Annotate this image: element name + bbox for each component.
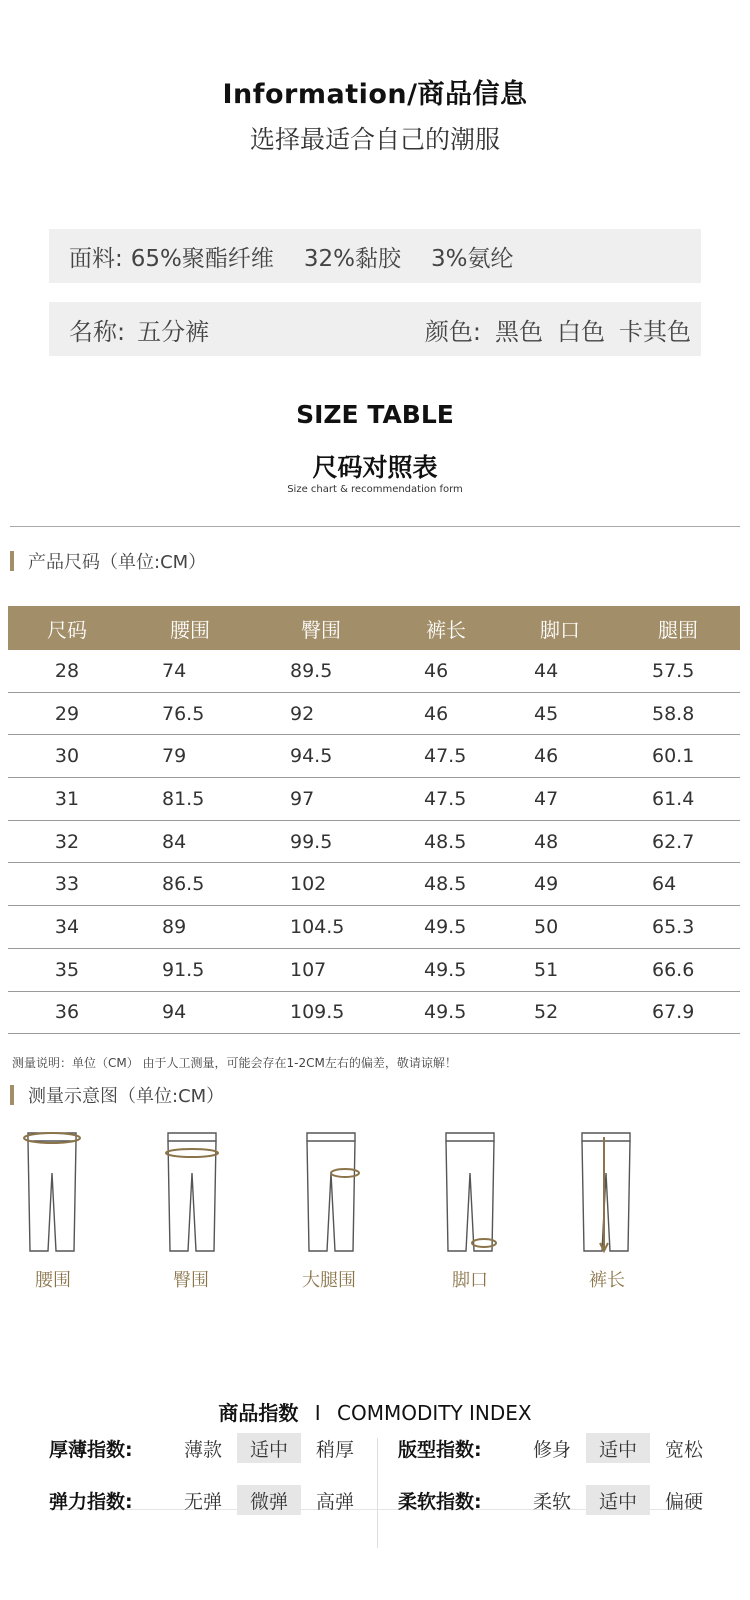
- divider: [10, 526, 740, 527]
- table-body: [8, 650, 740, 1034]
- color-option: 黑色: [495, 317, 543, 346]
- color-group: [425, 312, 691, 347]
- table-cell: 97: [290, 787, 315, 810]
- table-header: [8, 606, 740, 650]
- commodity-title-cn: 商品指数: [218, 1401, 299, 1425]
- table-cell: 86.5: [162, 873, 205, 896]
- measure-label: 裤长: [589, 1270, 625, 1291]
- index-option: 高弹: [315, 1490, 354, 1513]
- pants-hem-icon: [446, 1133, 496, 1251]
- table-cell: 32: [54, 830, 80, 853]
- table-cell: 46: [424, 702, 449, 725]
- color-option: 卡其色: [619, 317, 691, 346]
- table-row: [8, 650, 740, 693]
- info-title: Information/商品信息: [222, 79, 528, 110]
- measure-label: 脚口: [452, 1270, 488, 1291]
- table-cell: 31: [54, 787, 80, 810]
- index-option: 薄款: [183, 1438, 222, 1461]
- index-option: 修身: [532, 1438, 571, 1461]
- table-cell: 49: [534, 873, 559, 896]
- table-cell: 79: [162, 745, 187, 768]
- size-table-caption: Size chart & recommendation form: [287, 484, 463, 495]
- table-row: [8, 906, 740, 949]
- size-table-heading: [10, 548, 206, 574]
- fabric-part: 32%黏胶: [303, 245, 401, 272]
- measure-heading-text: 测量示意图（单位:CM）: [28, 1086, 225, 1107]
- table-cell: 52: [534, 1001, 559, 1024]
- index-divider: [377, 1438, 378, 1548]
- size-table: [8, 606, 740, 1034]
- fabric-label: 面料:: [69, 245, 123, 272]
- table-cell: 47.5: [424, 745, 467, 768]
- table-cell: 64: [652, 873, 677, 896]
- index-label: 厚薄指数:: [49, 1438, 133, 1461]
- table-cell: 36: [54, 1001, 80, 1024]
- heading-bar: [10, 1085, 14, 1105]
- table-cell: 65.3: [652, 915, 695, 938]
- pants-illustrations: [0, 1125, 750, 1265]
- measure-label: 臀围: [173, 1270, 209, 1291]
- table-row: [8, 863, 740, 906]
- index-option-selected: 适中: [586, 1433, 650, 1463]
- table-cell: 47.5: [424, 787, 467, 810]
- index-softness: [398, 1485, 718, 1515]
- measure-heading: [10, 1082, 224, 1108]
- table-cell: 92: [290, 702, 315, 725]
- index-fit: [398, 1433, 718, 1463]
- table-cell: 60.1: [652, 745, 695, 768]
- fabric-box: [49, 229, 701, 283]
- index-option-selected: 适中: [586, 1485, 650, 1515]
- index-option: 无弹: [183, 1490, 222, 1513]
- name-color-box: [49, 302, 701, 356]
- index-label: 柔软指数:: [398, 1490, 482, 1513]
- table-cell: 58.8: [652, 702, 695, 725]
- measure-label: 腰围: [35, 1270, 71, 1291]
- table-cell: 74: [162, 659, 187, 682]
- table-row: [8, 821, 740, 864]
- table-cell: 76.5: [162, 702, 205, 725]
- pants-waist-icon: [24, 1133, 80, 1251]
- size-table-title: SIZE TABLE: [296, 400, 454, 429]
- table-cell: 33: [54, 873, 80, 896]
- heading-bar: [10, 551, 14, 571]
- table-cell: 104.5: [290, 915, 345, 938]
- table-row: [8, 949, 740, 992]
- index-option-selected: 适中: [237, 1433, 301, 1463]
- header-cell: 裤长: [426, 617, 466, 642]
- name-value: 五分裤: [137, 317, 210, 346]
- table-cell: 30: [54, 745, 80, 768]
- table-cell: 102: [290, 873, 327, 896]
- table-cell: 29: [54, 702, 80, 725]
- table-row: [8, 778, 740, 821]
- table-cell: 62.7: [652, 830, 695, 853]
- table-cell: 48.5: [424, 830, 467, 853]
- commodity-title: [0, 1397, 750, 1426]
- table-cell: 99.5: [290, 830, 333, 853]
- table-cell: 49.5: [424, 915, 467, 938]
- table-cell: 44: [534, 659, 559, 682]
- index-option: 稍厚: [315, 1438, 354, 1461]
- index-elasticity: [49, 1485, 369, 1515]
- table-cell: 67.9: [652, 1001, 695, 1024]
- table-cell: 66.6: [652, 958, 695, 981]
- pants-hip-icon: [166, 1133, 218, 1251]
- color-option: 白色: [557, 317, 605, 346]
- table-cell: 109.5: [290, 1001, 345, 1024]
- table-cell: 49.5: [424, 958, 467, 981]
- table-cell: 48.5: [424, 873, 467, 896]
- table-cell: 89.5: [290, 659, 333, 682]
- table-cell: 57.5: [652, 659, 695, 682]
- table-cell: 51: [534, 958, 559, 981]
- header-cell: 臀围: [301, 617, 341, 642]
- table-cell: 35: [54, 958, 80, 981]
- table-cell: 61.4: [652, 787, 695, 810]
- table-cell: 81.5: [162, 787, 205, 810]
- table-cell: 48: [534, 830, 559, 853]
- pants-length-icon: [582, 1133, 630, 1251]
- measure-diagrams: [0, 1125, 750, 1315]
- commodity-title-sep: I: [314, 1401, 321, 1425]
- table-cell: 84: [162, 830, 187, 853]
- table-cell: 46: [534, 745, 559, 768]
- header-cell: 尺码: [47, 617, 87, 642]
- header-cell: 腿围: [658, 617, 698, 642]
- table-cell: 50: [534, 915, 559, 938]
- index-option: 柔软: [532, 1490, 571, 1513]
- color-label: 颜色:: [424, 317, 481, 346]
- table-cell: 28: [54, 659, 80, 682]
- index-thickness: [49, 1433, 369, 1463]
- index-option: 偏硬: [664, 1490, 703, 1513]
- index-label: 版型指数:: [398, 1438, 482, 1461]
- header-cell: 脚口: [540, 617, 580, 642]
- size-table-title-cn: 尺码对照表: [312, 453, 438, 482]
- table-cell: 34: [54, 915, 80, 938]
- table-cell: 94: [162, 1001, 187, 1024]
- index-label: 弹力指数:: [49, 1490, 133, 1513]
- table-cell: 89: [162, 915, 187, 938]
- table-cell: 45: [534, 702, 559, 725]
- table-cell: 47: [534, 787, 559, 810]
- name-label: 名称:: [69, 317, 126, 346]
- pants-thigh-icon: [307, 1133, 359, 1251]
- table-row: [8, 992, 740, 1035]
- measure-label: 大腿围: [302, 1270, 356, 1291]
- table-cell: 107: [290, 958, 327, 981]
- size-table-heading-text: 产品尺码（单位:CM）: [28, 552, 207, 573]
- table-cell: 49.5: [424, 1001, 467, 1024]
- index-option: 宽松: [664, 1438, 703, 1461]
- table-cell: 91.5: [162, 958, 205, 981]
- table-cell: 46: [424, 659, 449, 682]
- commodity-title-en: COMMODITY INDEX: [336, 1401, 532, 1425]
- fabric-part: 3%氨纶: [431, 245, 514, 272]
- index-option-selected: 微弹: [237, 1485, 301, 1515]
- fabric-part: 65%聚酯纤维: [130, 245, 274, 272]
- table-cell: 94.5: [290, 745, 333, 768]
- table-row: [8, 693, 740, 736]
- header-cell: 腰围: [170, 617, 210, 642]
- info-subtitle: 选择最适合自己的潮服: [249, 125, 500, 154]
- table-row: [8, 735, 740, 778]
- measure-note: 测量说明：单位（CM） 由于人工测量，可能会存在1-2CM左右的偏差，敬请谅解！: [12, 1056, 457, 1070]
